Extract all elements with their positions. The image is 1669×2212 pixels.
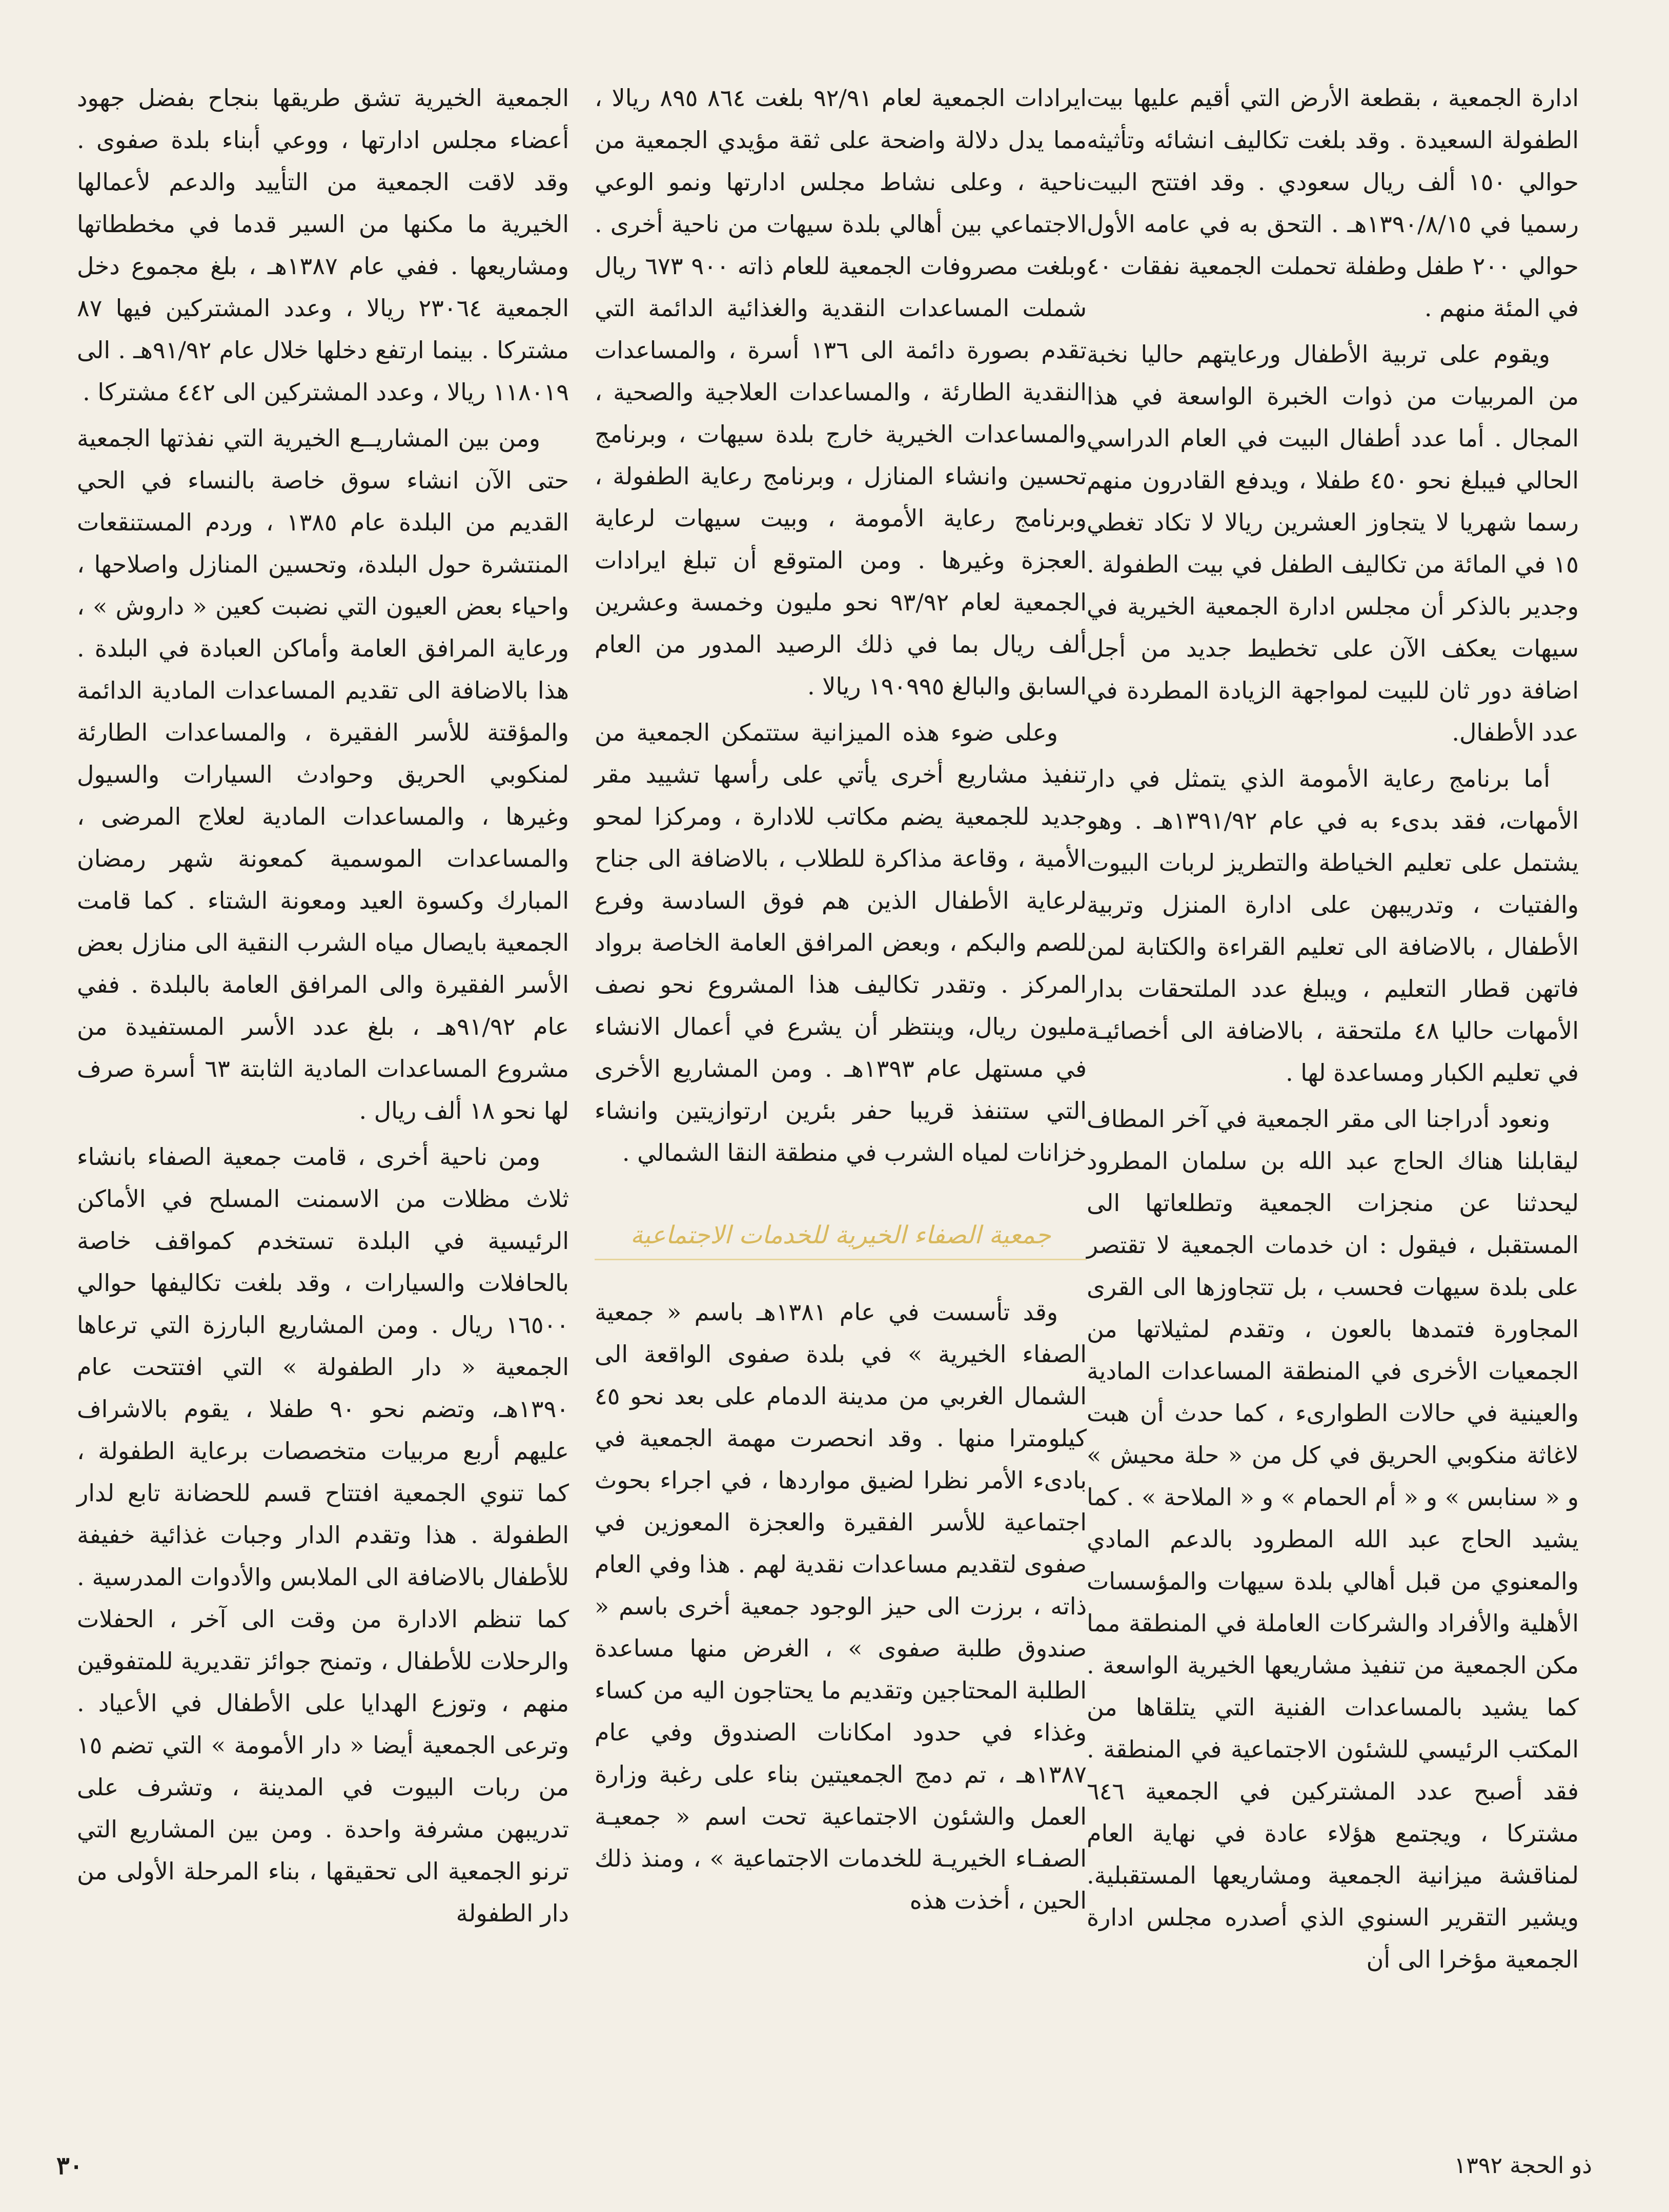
paragraph: ايرادات الجمعية لعام ٩٢/٩١ بلغت ٨٦٤ ٨٩٥ ريالا ، مما يدل دلالة واضحة على ثقة مؤيدي الجمعية من ناحية ، وعلى نشاط مجلس ادارتها ونمو الوعي الاجتماعي بين أهالي بلدة سيهات من ناحية أخرى . وبلغت مصروفات الجمعية للعام ذاته ٩٠٠ ٦٧٣ ريال شملت المساعدات النقدية والغذائية الدائمة التي تقدم بصورة دائمة الى ١٣٦ أسرة ، والمساعدات النقدية الطارئة ، والمساعدات العلاجية والصحية ، والمساعدات الخيرية خارج بلدة سيهات ، وبرنامج تحسين وانشاء المنازل ، وبرنامج رعاية الطفولة ، وبرنامج رعاية الأمومة ، وبيت سيهات لرعاية العجزة وغيرها . ومن المتوقع أن تبلغ ايرادات الجمعية لعام ٩٣/٩٢ نحو مليون وخمسة وعشرين ألف ريال بما في ذلك الرصيد المدور من العام السابق والبالغ ١٩٠٩٩٥ ريالا . xyxy=(595,84,1087,700)
paragraph: ادارة الجمعية ، بقطعة الأرض التي أقيم عليها بيت الطفولة السعيدة . وقد بلغت تكاليف انشائه وتأثيثه حوالي ١٥٠ ألف ريال سعودي . وقد افتتح البيت رسميا في ١٣٩٠/٨/١٥هـ . التحق به في عامه الأول حوالي ٢٠٠ طفل وطفلة تحملت الجمعية نفقات ٤٠ في المئة منهم . xyxy=(1087,84,1579,322)
column-right xyxy=(1087,77,1579,2147)
page-number: ٣٠ xyxy=(56,2152,83,2180)
section-heading: جمعية الصفاء الخيرية للخدمات الاجتماعية xyxy=(595,1215,1087,1260)
paragraph: وعلى ضوء هذه الميزانية ستتمكن الجمعية من تنفيذ مشاريع أخرى يأتي على رأسها تشييد مقر جديد للجمعية يضم مكاتب للادارة ، ومركزا لمحو الأمية ، وقاعة مذاكرة للطلاب ، بالاضافة الى جناح لرعاية الأطفال الذين هم فوق السادسة وفرع للصم والبكم ، وبعض المرافق العامة الخاصة برواد المركز . وتقدر تكاليف هذا المشروع نحو نصف مليون ريال، وينتظر أن يشرع في أعمال الانشاء في مستهل عام ١٣٩٣هـ . ومن المشاريع الأخرى التي ستنفذ قريبا حفر بئرين ارتوازيتين وانشاء خزانات لمياه الشرب في منطقة النقا الشمالي . xyxy=(595,719,1087,1166)
paragraph: ومن بين المشاريــع الخيرية التي نفذتها الجمعية حتى الآن انشاء سوق خاصة بالنساء في الحي القديم من البلدة عام ١٣٨٥ ، وردم المستنقعات المنتشرة حول البلدة، وتحسين المنازل واصلاحها ، واحياء بعض العيون التي نضبت كعين « داروش » ، ورعاية المرافق العامة وأماكن العبادة في البلدة . هذا بالاضافة الى تقديم المساعدات المادية الدائمة والمؤقتة للأسر الفقيرة ، والمساعدات الطارئة لمنكوبي الحريق وحوادث السيارات والسيول وغيرها ، والمساعدات المادية لعلاج المرضى ، والمساعدات الموسمية كمعونة شهر رمضان المبارك وكسوة العيد ومعونة الشتاء . كما قامت الجمعية بايصال مياه الشرب النقية الى منازل بعض الأسر الفقيرة والى المرافق العامة بالبلدة . ففي عام ٩١/٩٢هـ ، بلغ عدد الأسر المستفيدة من مشروع المساعدات المادية الثابتة ٦٣ أسرة صرف لها نحو ١٨ ألف ريال . xyxy=(77,424,569,1124)
column-middle xyxy=(595,77,1087,2147)
paragraph: أما برنامج رعاية الأمومة الذي يتمثل في دار الأمهات، فقد بدىء به في عام ١٣٩١/٩٢هـ . وهو يشتمل على تعليم الخياطة والتطريز لربات البيوت والفتيات ، وتدريبهن على ادارة المنزل وتربية الأطفال ، بالاضافة الى تعليم القراءة والكتابة لمن فاتهن قطار التعليم ، ويبلغ عدد الملتحقات بدار الأمهات حاليا ٤٨ ملتحقة ، بالاضافة الى أخصائيـة في تعليم الكبار ومساعدة لها . xyxy=(1087,765,1579,1087)
column-left xyxy=(77,77,569,2147)
paragraph: ويقوم على تربية الأطفال ورعايتهم حاليا نخبة من المربيات من ذوات الخبرة الواسعة في هذا المجال . أما عدد أطفال البيت في العام الدراسي الحالي فيبلغ نحو ٤٥٠ طفلا ، ويدفع القادرون منهم رسما شهريا لا يتجاوز العشرين ريالا لا تكاد تغطي ١٥ في المائة من تكاليف الطفل في بيت الطفولة . وجدير بالذكر أن مجلس ادارة الجمعية الخيرية في سيهات يعكف الآن على تخطيط جديد من أجل اضافة دور ثان للبيت لمواجهة الزيادة المطردة في عدد الأطفال. xyxy=(1087,340,1579,746)
paragraph: ومن ناحية أخرى ، قامت جمعية الصفاء بانشاء ثلاث مظلات من الاسمنت المسلح في الأماكن الرئيسية في البلدة تستخدم كمواقف خاصة بالحافلات والسيارات ، وقد بلغت تكاليفها حوالي ١٦٥٠٠ ريال . ومن المشاريع البارزة التي ترعاها الجمعية « دار الطفولة » التي افتتحت عام ١٣٩٠هـ، وتضم نحو ٩٠ طفلا ، يقوم بالاشراف عليهم أربع مربيات متخصصات برعاية الطفولة ، كما تنوي الجمعية افتتاح قسم للحضانة تابع لدار الطفولة . هذا وتقدم الدار وجبات غذائية خفيفة للأطفال بالاضافة الى الملابس والأدوات المدرسية . كما تنظم الادارة من وقت الى آخر ، الحفلات والرحلات للأطفال ، وتمنح جوائز تقديرية للمتفوقين منهم ، وتوزع الهدايا على الأطفال في الأعياد . وترعى الجمعية أيضا « دار الأمومة » التي تضم ١٥ من ربات البيوت في المدينة ، وتشرف على تدريبهن مشرفة واحدة . ومن بين المشاريع التي ترنو الجمعية الى تحقيقها ، بناء المرحلة الأولى من دار الطفولة xyxy=(77,1143,569,1927)
paragraph: وقد تأسست في عام ١٣٨١هـ باسم « جمعية الصفاء الخيرية » في بلدة صفوى الواقعة الى الشمال الغربي من مدينة الدمام على بعد نحو ٤٥ كيلومترا منها . وقد انحصرت مهمة الجمعية في بادىء الأمر نظرا لضيق مواردها ، في اجراء بحوث اجتماعية للأسر الفقيرة والعجزة المعوزين في صفوى لتقديم مساعدات نقدية لهم . هذا وفي العام ذاته ، برزت الى حيز الوجود جمعية أخرى باسم « صندوق طلبة صفوى » ، الغرض منها مساعدة الطلبة المحتاجين وتقديم ما يحتاجون اليه من كساء وغذاء في حدود امكانات الصندوق وفي عام ١٣٨٧هـ ، تم دمج الجمعيتين بناء على رغبة وزارة العمل والشئون الاجتماعية تحت اسم « جمعيـة الصفـاء الخيريـة للخدمات الاجتماعية » ، ومنذ ذلك الحين ، أخذت هذه xyxy=(595,1298,1087,1914)
paragraph: الجمعية الخيرية تشق طريقها بنجاح بفضل جهود أعضاء مجلس ادارتها ، ووعي أبناء بلدة صفوى . وقد لاقت الجمعية من التأييد والدعم لأعمالها الخيرية ما مكنها من السير قدما في مخططاتها ومشاريعها . ففي عام ١٣٨٧هـ ، بلغ مجموع دخل الجمعية ٢٣٠٦٤ ريالا ، وعدد المشتركين فيها ٨٧ مشتركا . بينما ارتفع دخلها خلال عام ٩١/٩٢هـ . الى ١١٨٠١٩ ريالا ، وعدد المشتركين الى ٤٤٢ مشتركا . xyxy=(77,84,569,406)
paragraph: ونعود أدراجنا الى مقر الجمعية في آخر المطاف ليقابلنا هناك الحاج عبد الله بن سلمان المطرود ليحدثنا عن منجزات الجمعية وتطلعاتها الى المستقبل ، فيقول : ان خدمات الجمعية لا تقتصر على بلدة سيهات فحسب ، بل تتجاوزها الى القرى المجاورة فتمدها بالعون ، وتقدم لمثيلاتها من الجمعيات الأخرى في المنطقة المساعدات المادية والعينية في حالات الطوارىء ، كما حدث أن هبت لاغاثة منكوبي الحريق في كل من « حلة محيش » و « سنابس » و « أم الحمام » و « الملاحة » . كما يشيد الحاج عبد الله المطرود بالدعم المادي والمعنوي من قبل أهالي بلدة سيهات والمؤسسات الأهلية والأفراد والشركات العاملة في المنطقة مما مكن الجمعية من تنفيذ مشاريعها الخيرية الواسعة . كما يشيد بالمساعدات الفنية التي يتلقاها من المكتب الرئيسي للشئون الاجتماعية في المنطقة . فقد أصبح عدد المشتركين في الجمعية ٦٤٦ مشتركا ، ويجتمع هؤلاء عادة في نهاية العام لمناقشة ميزانية الجمعية ومشاريعها المستقبلية. ويشير التقرير السنوي الذي أصدره مجلس ادارة الجمعية مؤخرا الى أن xyxy=(1087,1105,1579,1973)
issue-date: ذو الحجة ١٣٩٢ xyxy=(1454,2153,1592,2179)
